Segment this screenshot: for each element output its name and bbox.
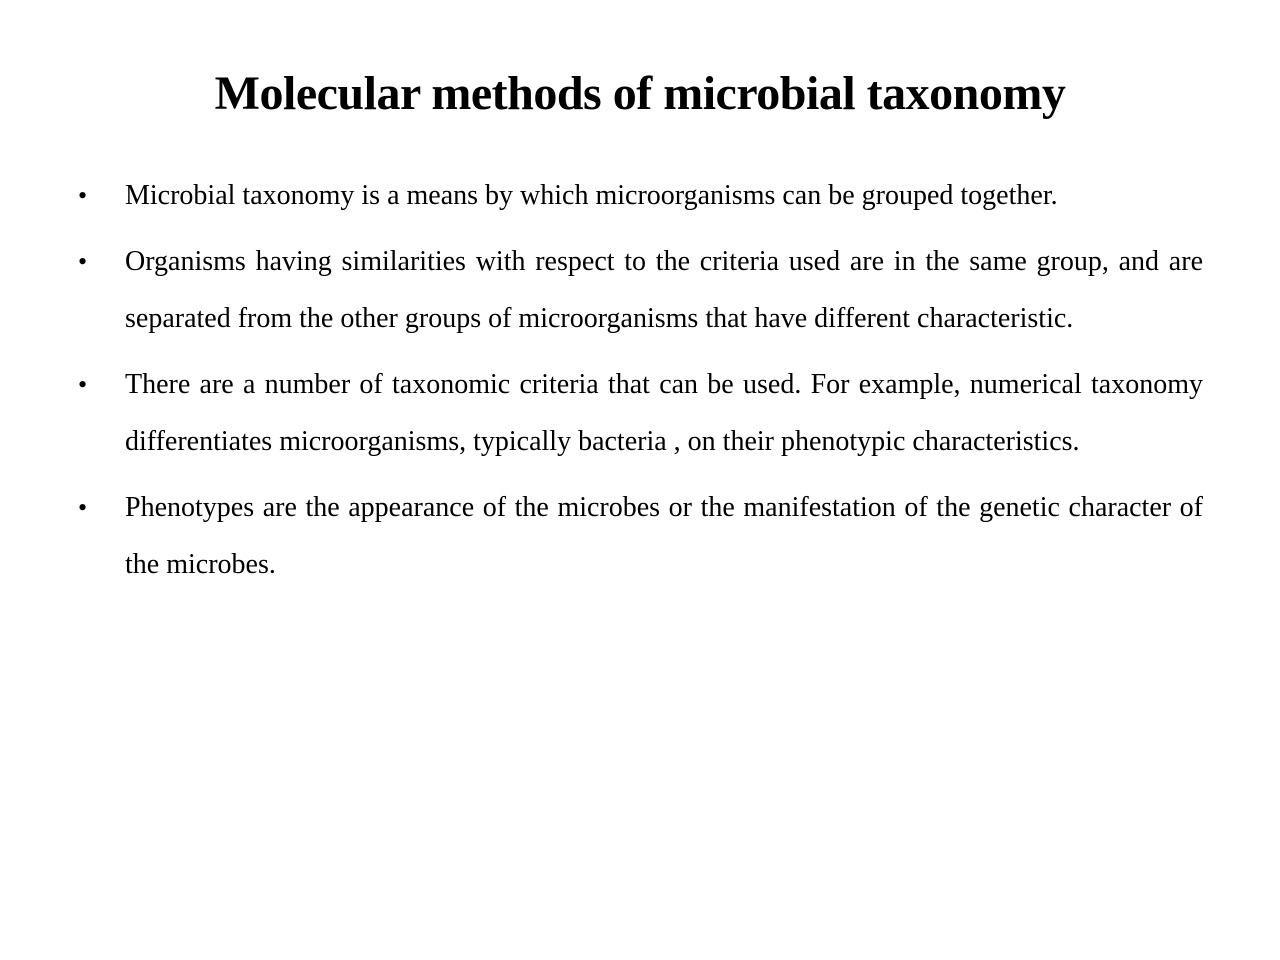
bullet-icon: • [78,247,88,277]
bullet-text: Microbial taxonomy is a means by which microorganisms can be grouped together. [125,180,1058,212]
bullet-item [78,233,1203,347]
bullet-text: Organisms having similarities with respect to the criteria used are in the same group, and are separated from the other groups of microorganisms that have different characteristic. [125,246,1203,335]
bullet-item [78,479,1203,593]
slide-title: Molecular methods of microbial taxonomy [214,67,1066,120]
slide [0,66,1280,960]
bullet-text: Phenotypes are the appearance of the microbes or the manifestation of the genetic character of the microbes. [125,492,1203,581]
bullet-item [78,356,1203,470]
bullet-icon: • [78,181,88,211]
bullet-icon: • [78,493,88,523]
bullet-text: There are a number of taxonomic criteria that can be used. For example, numerical taxonomy differentiates microorganisms, typically bacteria , on their phenotypic characteristics. [125,369,1203,458]
bullet-icon: • [78,370,88,400]
bullet-list [78,167,1203,593]
bullet-item [78,167,1203,224]
